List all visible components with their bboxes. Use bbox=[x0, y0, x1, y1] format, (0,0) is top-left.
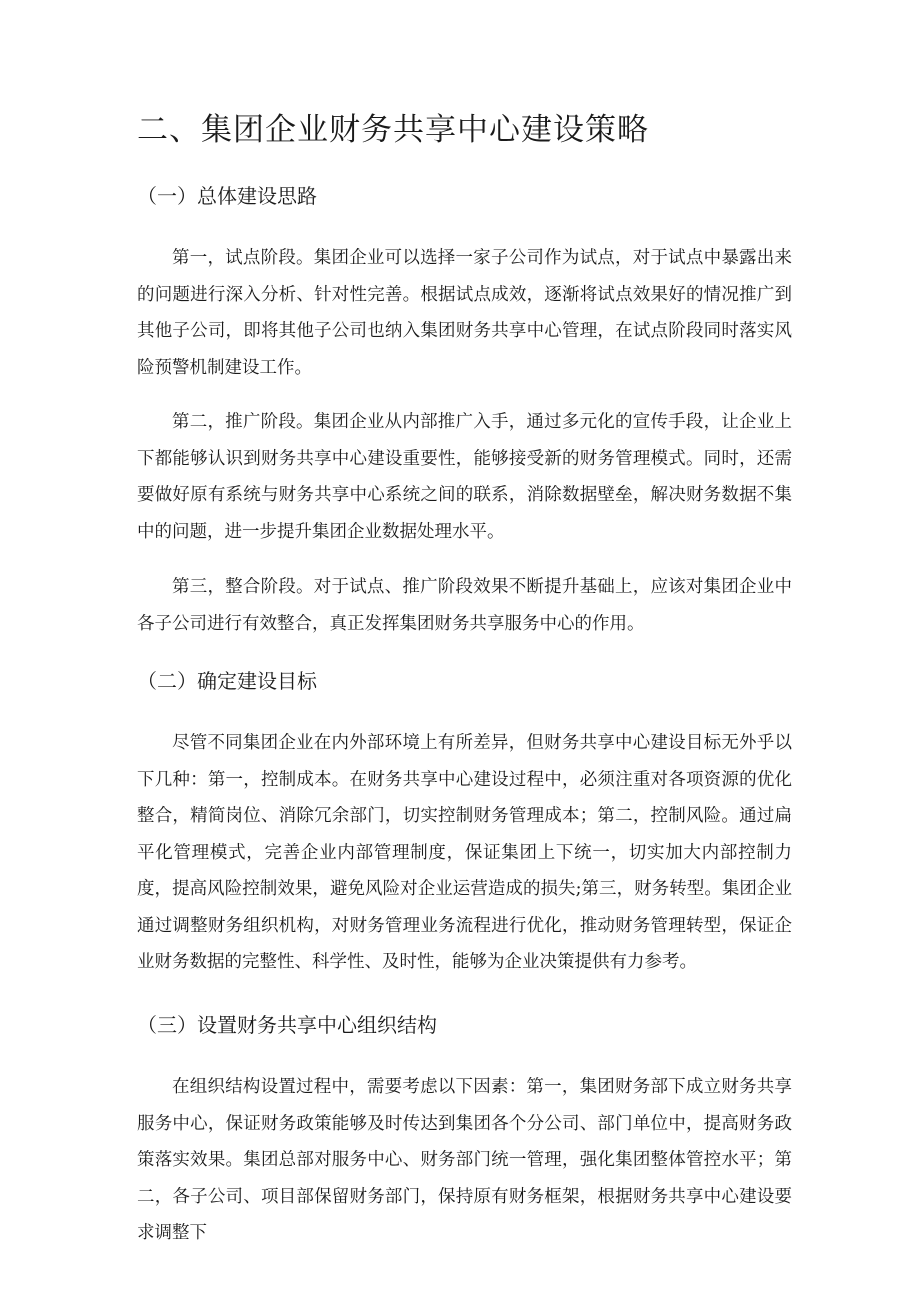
paragraph-pilot-stage: 第一，试点阶段。集团企业可以选择一家子公司作为试点，对于试点中暴露出来的问题进行深入分析、针对性完善。根据试点成效，逐渐将试点效果好的情况推广到其他子公司，即将其他子公司也纳入集团财务共享中心管理，在试点阶段同时落实风险预警机制建设工作。 bbox=[137, 248, 792, 378]
page-title: 二、集团企业财务共享中心建设策略 bbox=[137, 112, 649, 148]
paragraph-org-structure: 在组织结构设置过程中，需要考虑以下因素：第一，集团财务部下成立财务共享服务中心，保证财务政策能够及时传达到集团各个分公司、部门单位中，提高财务政策落实效果。集团总部对服务中心、财务部门统一管理，强化集团整体管控水平；第二，各子公司、项目部保留财务部门，保持原有财务框架，根据财务共享中心建设要求调整下 bbox=[137, 1077, 792, 1243]
paragraph-construction-goals: 尽管不同集团企业在内外部环境上有所差异，但财务共享中心建设目标无外乎以下几种：第一，控制成本。在财务共享中心建设过程中，必须注重对各项资源的优化整合，精简岗位、消除冗余部门，切实控制财务管理成本；第二，控制风险。通过扁平化管理模式，完善企业内部管理制度，保证集团上下统一，切实加大内部控制力度，提高风险控制效果，避免风险对企业运营造成的损失;第三，财务转型。集团企业通过调整财务组织机构，对财务管理业务流程进行优化，推动财务管理转型，保证企业财务数据的完整性、科学性、及时性，能够为企业决策提供有力参考。 bbox=[137, 733, 792, 972]
paragraph-integration-stage: 第三，整合阶段。对于试点、推广阶段效果不断提升基础上，应该对集团企业中各子公司进行有效整合，真正发挥集团财务共享服务中心的作用。 bbox=[137, 577, 792, 634]
section-heading-overall-approach: （一）总体建设思路 bbox=[137, 184, 317, 208]
section-heading-construction-goals: （二）确定建设目标 bbox=[137, 669, 317, 693]
paragraph-promotion-stage: 第二，推广阶段。集团企业从内部推广入手，通过多元化的宣传手段，让企业上下都能够认识到财务共享中心建设重要性，能够接受新的财务管理模式。同时，还需要做好原有系统与财务共享中心系统之间的联系，消除数据壁垒，解决财务数据不集中的问题，进一步提升集团企业数据处理水平。 bbox=[137, 412, 792, 542]
section-heading-org-structure: （三）设置财务共享中心组织结构 bbox=[137, 1013, 437, 1037]
